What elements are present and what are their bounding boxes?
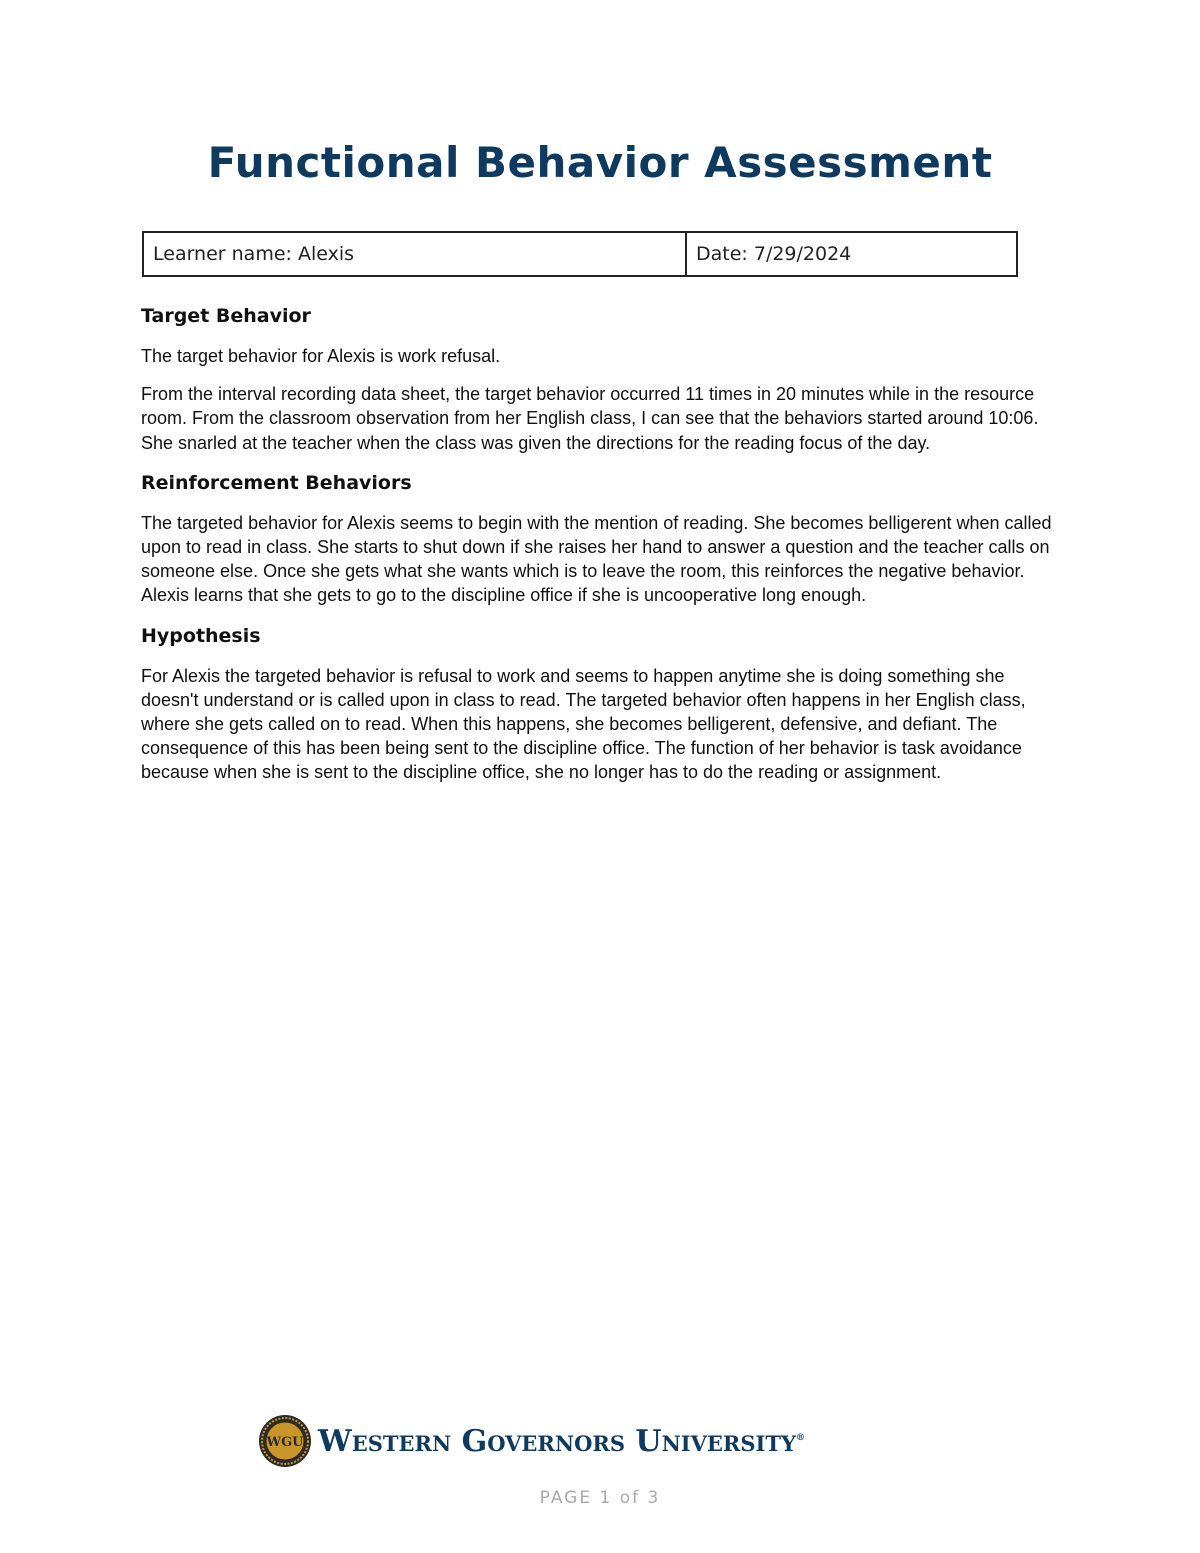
section-heading: Target Behavior bbox=[141, 305, 311, 327]
section-reinforcement-behaviors bbox=[141, 469, 1061, 608]
university-logo bbox=[258, 1413, 918, 1469]
section-target-behavior bbox=[141, 302, 1061, 455]
university-name: Western Governors University® bbox=[318, 1423, 805, 1459]
date-cell: Date: 7/29/2024 bbox=[696, 243, 852, 265]
paragraph: From the interval recording data sheet, the target behavior occurred 11 times in 20 minutes while in the resource room. From the classroom observation from her English class, I can see that the behaviors started around 10:06. She snarled at the teacher when the class was given the directions for the reading focus of the day. bbox=[141, 384, 1039, 453]
learner-name-cell: Learner name: Alexis bbox=[144, 233, 687, 275]
page-title: Functional Behavior Assessment bbox=[207, 138, 993, 187]
seal-initials: WGU bbox=[266, 1435, 304, 1450]
paragraph: For Alexis the targeted behavior is refusal to work and seems to happen anytime she is doing something she doesn't understand or is called upon in class to read. The targeted behavior often happens in her English class, where she gets called on to read. When this happens, she becomes belligerent, defensive, and defiant. The consequence of this has been being sent to the discipline office. The function of her behavior is task avoidance because when she is sent to the discipline office, she no longer has to do the reading or assignment. bbox=[141, 665, 1026, 783]
section-heading: Reinforcement Behaviors bbox=[141, 471, 412, 494]
wgu-seal-icon bbox=[258, 1414, 312, 1468]
paragraph: The target behavior for Alexis is work refusal. bbox=[141, 346, 501, 366]
section-heading: Hypothesis bbox=[141, 624, 261, 647]
paragraph: The targeted behavior for Alexis seems to begin with the mention of reading. She becomes belligerent when called upon to read in class. She starts to shut down if she raises her hand to answer a question and the teacher calls on someone else. Once she gets what she wants which is to leave the room, this reinforces the negative behavior. Alexis learns that she gets to go to the discipline office if she is uncooperative long enough. bbox=[141, 512, 1052, 606]
learner-info-table bbox=[142, 231, 1018, 277]
section-hypothesis bbox=[141, 622, 1061, 785]
page-number: PAGE 1 of 3 bbox=[539, 1488, 661, 1508]
document-body bbox=[141, 302, 1061, 799]
